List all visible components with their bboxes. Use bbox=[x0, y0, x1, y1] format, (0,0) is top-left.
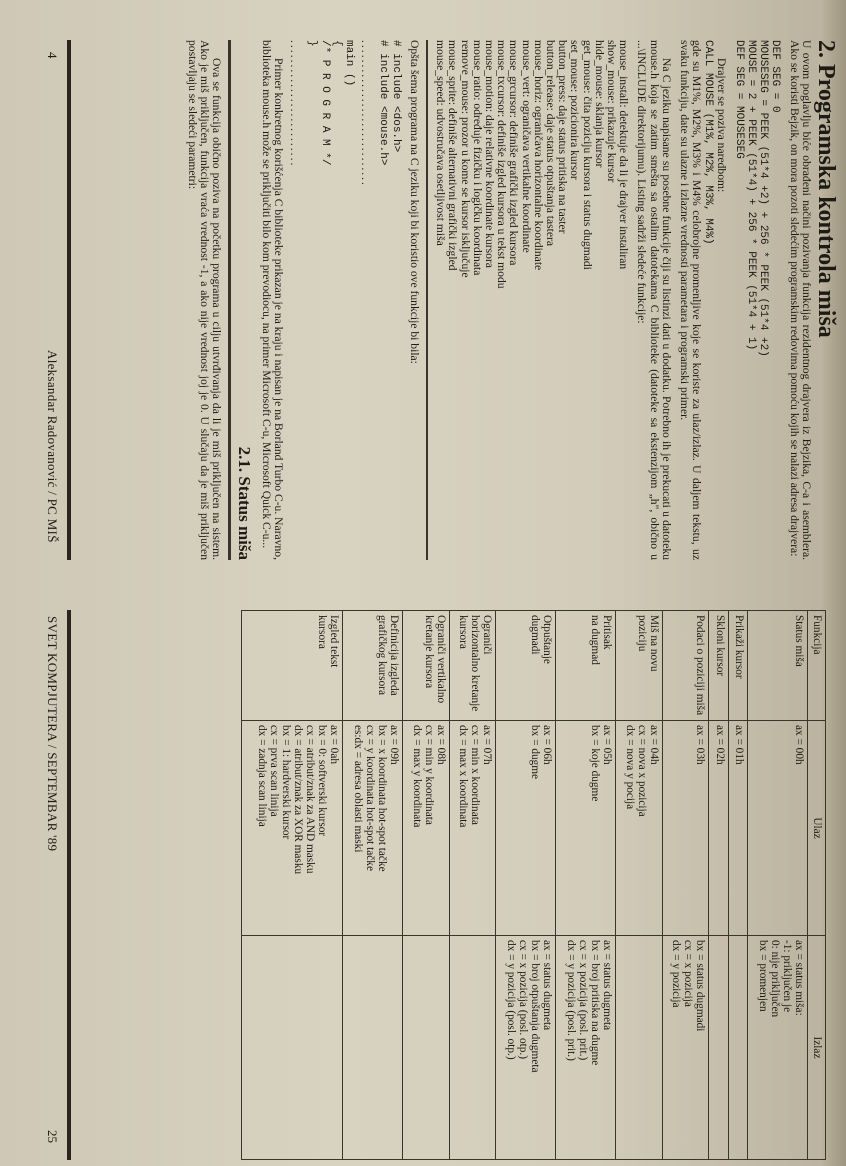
cell-funkcija bbox=[556, 611, 616, 721]
cell-ulaz-line: ax = 00h bbox=[793, 725, 805, 765]
cell-ulaz-line: ax = 05h bbox=[601, 725, 614, 765]
cell-funkcija-line: Ograniči bbox=[481, 615, 494, 655]
right-footer-credit: SVET KOMPJUTERA / SEPTEMBAR '89 bbox=[45, 616, 60, 852]
cell-izlaz bbox=[709, 936, 728, 1160]
cell-funkcija bbox=[616, 611, 663, 721]
function-item: button_press: daje status pritiska na taster bbox=[556, 40, 570, 234]
ellipsis-line-2: .......................... bbox=[288, 40, 302, 168]
function-item: mouse_txcursor: definiše izgled kursora u tekst modu bbox=[495, 40, 509, 289]
mouse-function-table bbox=[241, 610, 826, 1160]
function-item: get_mouse: čita poziciju kursora i status dugmadi bbox=[580, 40, 594, 270]
cell-funkcija bbox=[449, 611, 496, 721]
cell-funkcija bbox=[403, 611, 450, 721]
cell-izlaz-line: cx = x pozicija (posl. prit.) bbox=[577, 940, 590, 1061]
cell-ulaz-line: ax = 06h bbox=[541, 725, 554, 765]
left-footer-rule bbox=[67, 40, 71, 560]
cell-funkcija-line: Definicija izgleda bbox=[388, 615, 401, 696]
cell-izlaz-line: dx = y pozicija (posl. prit.) bbox=[565, 940, 578, 1061]
cell-izlaz bbox=[747, 936, 807, 1160]
right-footer-rule bbox=[67, 610, 71, 1160]
cell-ulaz-line: ax = 04h bbox=[647, 725, 660, 765]
function-item: set_mouse: pozicionira kursor bbox=[568, 40, 582, 180]
cell-funkcija bbox=[242, 611, 343, 721]
right-page-number: 25 bbox=[45, 1130, 60, 1143]
cell-funkcija bbox=[728, 611, 747, 721]
cell-ulaz bbox=[747, 721, 807, 936]
cell-izlaz-line: bx = broj otpuštanja dugmeta bbox=[529, 940, 542, 1073]
cell-ulaz-line: dx = nova y pocija bbox=[623, 725, 636, 810]
cell-funkcija bbox=[496, 611, 556, 721]
function-item: mouse_grcursor: definiše grafički izgled kursora bbox=[507, 40, 521, 266]
cell-ulaz-line: dx = zadnja scan linija bbox=[256, 725, 268, 827]
cell-funkcija-line: na dugmad bbox=[589, 615, 602, 665]
cell-funkcija-line: poziciju bbox=[635, 615, 648, 652]
cell-ulaz-line: ax = 0ah bbox=[328, 725, 340, 764]
section-title: 2.1. Status miša bbox=[234, 446, 254, 560]
cell-izlaz-line: dx = y pozicija bbox=[670, 940, 683, 1008]
cell-ulaz bbox=[709, 721, 728, 936]
cell-izlaz bbox=[728, 936, 747, 1160]
driver-call-intro: Drajver se poziva naredbom: bbox=[714, 58, 728, 193]
function-item: mouse_horiz: ograničava horizontalne koordinate bbox=[531, 40, 545, 271]
main-line: } bbox=[306, 40, 319, 47]
cell-izlaz-line: cx = x pozicija (posl. otp.) bbox=[517, 940, 530, 1059]
cell-funkcija-line: kursora bbox=[457, 615, 470, 649]
cell-ulaz-line: cx = min y koordinata bbox=[422, 725, 435, 825]
table-row bbox=[449, 611, 496, 1160]
function-item: mouse_sprite: definiše alternativni grafički izgled bbox=[446, 40, 460, 271]
cell-izlaz bbox=[449, 936, 496, 1160]
cell-funkcija-line: grafičkog kursora bbox=[376, 615, 389, 695]
cell-ulaz-line: es:dx = adresa oblasti maski bbox=[352, 725, 365, 853]
cell-izlaz-line: ax = status dugmeta bbox=[541, 940, 554, 1031]
cell-ulaz-line: ax = 09h bbox=[388, 725, 401, 765]
function-item: mouse_ratio: određuje fizičku i logičku koordinata bbox=[470, 40, 484, 276]
cell-funkcija-line: horizontalno kretanje bbox=[469, 615, 482, 712]
header-ulaz: Ulaz bbox=[808, 721, 826, 936]
cell-ulaz bbox=[403, 721, 450, 936]
cell-funkcija-line: Miš na novu bbox=[647, 615, 660, 672]
cell-ulaz-line: ax = 02h bbox=[713, 725, 726, 765]
code-line: DEF SEG = MOUSESEG bbox=[732, 40, 745, 159]
cell-ulaz bbox=[242, 721, 343, 936]
scheme-intro: Opšta šema programa na C jeziku koji bi koristio ove funkcije bi bila: bbox=[407, 40, 421, 364]
cell-funkcija bbox=[709, 611, 728, 721]
cell-ulaz-line: bx = 1: hardverski kursor bbox=[280, 725, 292, 840]
table-row bbox=[242, 611, 343, 1160]
driver-call-code: CALL MOUSE (M1%, M2%, M3%, M4%) bbox=[702, 40, 715, 245]
cell-ulaz-line: cx = prva scan linija bbox=[268, 725, 280, 817]
cell-izlaz-line: 0: nije priključen bbox=[769, 940, 781, 1018]
header-izlaz: Izlaz bbox=[808, 936, 826, 1160]
function-item: show_mouse: prikazuje kursor bbox=[604, 40, 618, 183]
cell-izlaz-line: ax = status dugmeta bbox=[601, 940, 614, 1031]
header-funkcija: Funkcija bbox=[808, 611, 826, 721]
function-item: mouse_motion: daje relativne koordinate kursora bbox=[482, 40, 496, 268]
cell-ulaz-line: ax = 01h bbox=[732, 725, 745, 765]
c-library-text: Na C jeziku napisane su posebne funkcije čiji su listinzi dati u dodatku. Potrebno ih je prekucati u datoteku mouse.h koja se zatim smešta sa ostalim datotekama C biblioteke (datoteke sa ekstenzijom „h", obično u ...\INCLUDE direktorijumu). Listing sadrži sledeće funkcije: bbox=[635, 40, 673, 560]
table-row bbox=[728, 611, 747, 1160]
cell-ulaz-line: ax = 07h bbox=[481, 725, 494, 765]
function-item: remove_mouse: prozor u kome se kursor isključuje bbox=[458, 40, 472, 278]
table-row bbox=[662, 611, 709, 1160]
section-divider-2 bbox=[228, 40, 231, 560]
cell-izlaz-line: bx = promenjen bbox=[757, 940, 769, 1012]
function-item: button_release: daje status otpuštanja tastera bbox=[543, 40, 557, 247]
table-header-row bbox=[808, 611, 826, 1160]
cell-ulaz-line: dx = max y koordinata bbox=[410, 725, 423, 828]
cell-ulaz-line: ax = 08h bbox=[434, 725, 447, 765]
cell-izlaz-line: bx = broj pritiska na dugme bbox=[589, 940, 602, 1066]
table-row bbox=[616, 611, 663, 1160]
include-lines bbox=[377, 40, 401, 560]
cell-ulaz-line: cx = atribut/znak za AND masku bbox=[304, 725, 316, 874]
left-page-column bbox=[180, 40, 839, 560]
table-row bbox=[747, 611, 807, 1160]
cell-ulaz bbox=[556, 721, 616, 936]
cell-funkcija-line: Podaci o poziciji miša bbox=[694, 615, 707, 716]
chapter-title: 2. Programska kontrola miša bbox=[813, 40, 839, 338]
cell-funkcija-line: kursora bbox=[316, 615, 328, 649]
cell-izlaz bbox=[496, 936, 556, 1160]
main-line: main () bbox=[343, 40, 356, 87]
basic-code-block bbox=[733, 40, 782, 560]
cell-funkcija-line: Prikaži kursor bbox=[732, 615, 745, 679]
cell-funkcija-line: Otpuštanje bbox=[541, 615, 554, 664]
cell-izlaz-line: bx = status dugmadi bbox=[694, 940, 707, 1032]
cell-ulaz bbox=[449, 721, 496, 936]
section-divider bbox=[426, 40, 428, 560]
code-line: MOUSESEG = PEEK (51*4 +2) + 256 * PEEK (51*4 +2) bbox=[757, 40, 770, 357]
cell-ulaz-line: ax = 03h bbox=[694, 725, 707, 765]
cell-ulaz bbox=[496, 721, 556, 936]
cell-ulaz-line: bx = 0: softverski kursor bbox=[316, 725, 328, 837]
cell-ulaz bbox=[616, 721, 663, 936]
function-item: mouse_install: detektuje da li je drajver instaliran bbox=[617, 40, 631, 270]
cell-funkcija-line: Pritisak bbox=[601, 615, 614, 650]
cell-izlaz-line: dx = y pozicija (posl. otp.) bbox=[505, 940, 518, 1060]
cell-funkcija bbox=[662, 611, 709, 721]
left-footer-credit: Aleksandar Radovanović / PC MIŠ bbox=[45, 350, 60, 543]
intro-paragraph: U ovom poglavlju biće obrađeni načini pozivanja funkcija rezidentnog drajvera iz Bejzika, C-a i asemblera. Ako se koristi Bejzik, on mora pozoti sledećim programskim redovima pomoću kojih se nalazi adresa drajvera: bbox=[787, 40, 813, 560]
table-body bbox=[242, 611, 808, 1160]
function-item: mouse_vert: ograničava vertikalne koordinate bbox=[519, 40, 533, 253]
cell-izlaz-line: cx = x pozicija bbox=[682, 940, 695, 1007]
function-item: mouse_speed: udvostručava osetljivost miša bbox=[434, 40, 448, 246]
table-row bbox=[556, 611, 616, 1160]
cell-ulaz-line: bx = x koordinata hot-spot tačke bbox=[376, 725, 389, 872]
cell-ulaz-line: bx = koje dugme bbox=[589, 725, 602, 802]
cell-ulaz-line: bx = dugme bbox=[529, 725, 542, 780]
cell-izlaz bbox=[242, 936, 343, 1160]
cell-funkcija-line: kretanje kursora bbox=[422, 615, 435, 689]
code-line: MOUSE = 2 + PEEK (51*4) + 256 * PEEK (51*4 + 1) bbox=[744, 40, 757, 351]
section-text: Ova se funkcija obično poziva na početku programa u cilju utvrđivanja da li je miš priključen na sistem. Ako je miš priključen, funkcija vraća vrednost -1, a ako nije vrednost joj je 0. U slučaju da je miš priključen postavljaju se sledeći parametri: bbox=[186, 40, 224, 560]
cell-funkcija-line: Ograniči vertikalno bbox=[434, 615, 447, 704]
include-line: # include <mouse.h> bbox=[377, 40, 390, 166]
main-program-lines bbox=[306, 40, 355, 560]
example-text: Primer konkretnog korišćenja C biblioteke prikazan je na kraju i napisan je na Borland Turbo C-u. Naravno, biblioteka mouse.h može se priključiti bilo kom prevodiocu, na primer Microsoft C-u, Microsoft Quick C-u... bbox=[259, 40, 286, 560]
cell-izlaz bbox=[662, 936, 709, 1160]
cell-izlaz-line: -1: priključen je bbox=[781, 940, 793, 1013]
code-line: DEF SEG = 0 bbox=[769, 40, 782, 113]
table-row bbox=[403, 611, 450, 1160]
cell-funkcija-line: Status miša bbox=[793, 615, 805, 667]
cell-ulaz-line: cx = nova x pozicija bbox=[635, 725, 648, 817]
cell-ulaz-line: cx = y koordinata hot-spot tačke bbox=[364, 725, 377, 871]
left-page-number: 4 bbox=[45, 52, 60, 59]
cell-izlaz bbox=[556, 936, 616, 1160]
cell-ulaz-line: cx = min x koordinata bbox=[469, 725, 482, 825]
cell-izlaz bbox=[403, 936, 450, 1160]
driver-call-text: gde su M1%, M2%, M3% i M4% celobrojne promenljive koje se koriste za ulaz/izlaz. U daljem tekstu, uz svaku funkciju, date su ulazne i izlazne vrednosti parametara i programski primer. bbox=[677, 40, 704, 560]
function-list bbox=[434, 40, 629, 560]
table-row bbox=[709, 611, 728, 1160]
cell-ulaz bbox=[662, 721, 709, 936]
table-row bbox=[496, 611, 556, 1160]
function-item: hide_mouse: sklanja kursor bbox=[592, 40, 606, 168]
cell-funkcija bbox=[747, 611, 807, 721]
cell-izlaz bbox=[343, 936, 403, 1160]
cell-izlaz-line: ax = status miša: bbox=[793, 940, 805, 1016]
table-row bbox=[343, 611, 403, 1160]
cell-ulaz-line: dx = max x koordinata bbox=[457, 725, 470, 828]
cell-izlaz bbox=[616, 936, 663, 1160]
main-line: /* P R O G R A M */ bbox=[318, 40, 331, 166]
include-line: # include <dos.h> bbox=[389, 40, 402, 153]
main-line: { bbox=[330, 40, 343, 47]
cell-ulaz bbox=[343, 721, 403, 936]
cell-ulaz bbox=[728, 721, 747, 936]
cell-funkcija-line: Skloni kursor bbox=[713, 615, 726, 677]
cell-ulaz-line: dx = atribut/znak za XOR masku bbox=[292, 725, 304, 875]
cell-funkcija-line: Izgled tekst bbox=[328, 615, 340, 668]
cell-funkcija-line: dugmadi bbox=[529, 615, 542, 655]
ellipsis-line: .............................. bbox=[359, 40, 373, 187]
cell-funkcija bbox=[343, 611, 403, 721]
